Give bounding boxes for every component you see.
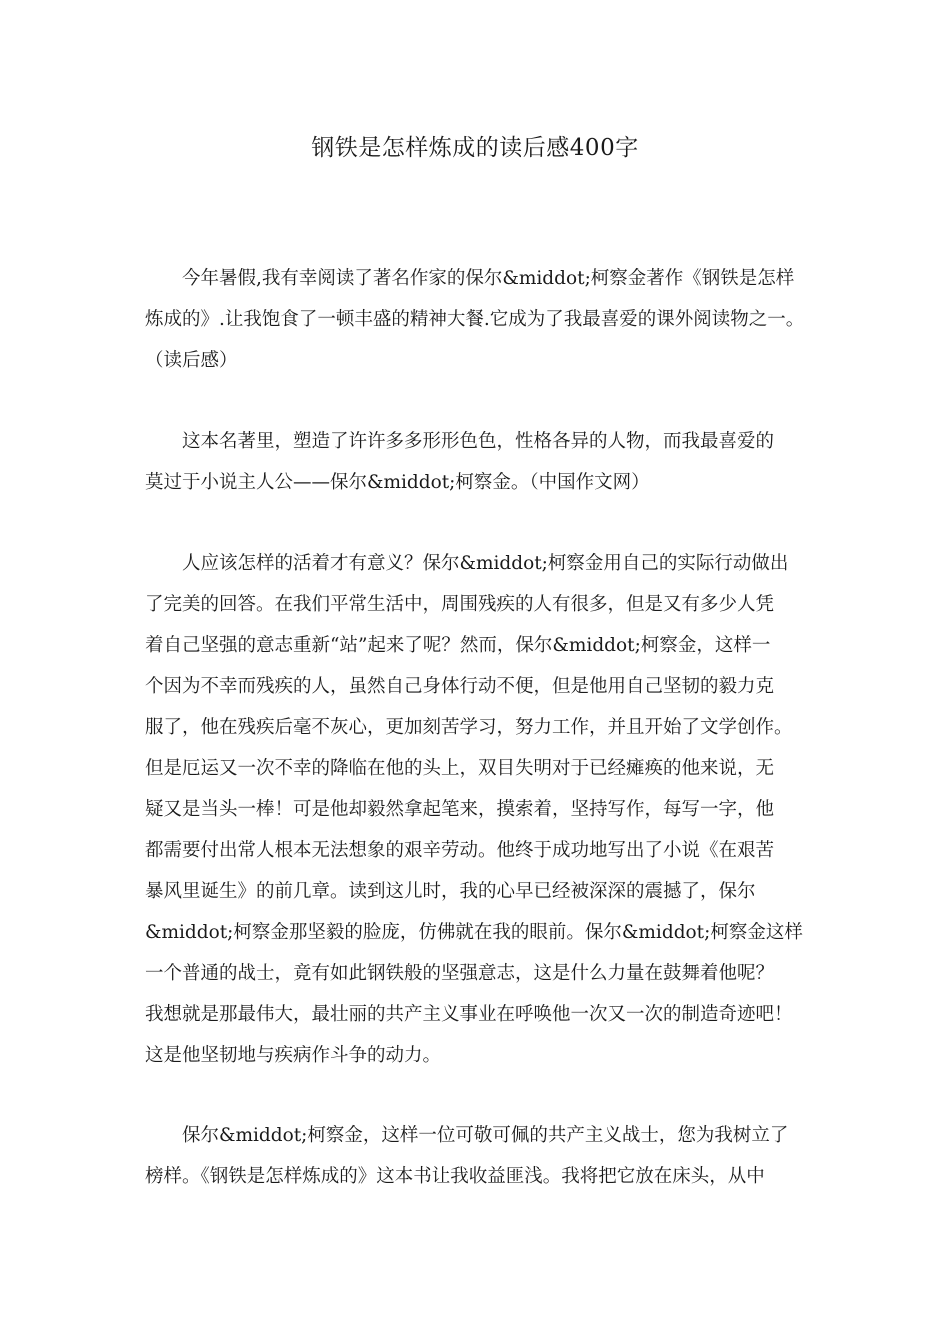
paragraph-line: 暴风里诞生》的前几章。读到这儿时，我的心早已经被深深的震撼了，保尔	[145, 881, 756, 902]
paragraph-3	[145, 543, 813, 1076]
paragraph-line: 个因为不幸而残疾的人，虽然自己身体行动不便，但是他用自己坚韧的毅力克	[145, 676, 775, 697]
paragraph-line: 保尔&middot;柯察金，这样一位可敬可佩的共产主义战士，您为我树立了	[182, 1125, 789, 1146]
paragraph-line: 莫过于小说主人公——保尔&middot;柯察金。（中国作文网）	[145, 472, 650, 493]
paragraph-line: 人应该怎样的活着才有意义？保尔&middot;柯察金用自己的实际行动做出	[182, 553, 789, 574]
paragraph-line: 但是厄运又一次不幸的降临在他的头上，双目失明对于已经瘫痪的他来说，无	[145, 758, 775, 779]
paragraph-line: 今年暑假,我有幸阅读了著名作家的保尔&middot;柯察金著作《钢铁是怎样	[182, 268, 795, 289]
paragraph-line: 服了，他在残疾后毫不灰心，更加刻苦学习，努力工作，并且开始了文学创作。	[145, 717, 793, 738]
paragraph-line: 我想就是那最伟大，最壮丽的共产主义事业在呼唤他一次又一次的制造奇迹吧！	[145, 1004, 793, 1025]
paragraph-2	[145, 421, 813, 503]
document-title: 钢铁是怎样炼成的读后感400字	[311, 135, 639, 161]
paragraph-line: 这是他坚韧地与疾病作斗争的动力。	[145, 1045, 442, 1066]
paragraph-line: 一个普通的战士，竟有如此钢铁般的坚强意志，这是什么力量在鼓舞着他呢？	[145, 963, 775, 984]
paragraph-line: 这本名著里，塑造了许许多多形形色色，性格各异的人物，而我最喜爱的	[182, 431, 775, 452]
paragraph-1	[145, 258, 813, 381]
paragraph-line: （读后感）	[145, 350, 238, 371]
paragraph-line: 疑又是当头一棒！可是他却毅然拿起笔来，摸索着，坚持写作，每写一字，他	[145, 799, 775, 820]
paragraph-line: 了完美的回答。在我们平常生活中，周围残疾的人有很多，但是又有多少人凭	[145, 594, 775, 615]
paragraph-line: 都需要付出常人根本无法想象的艰辛劳动。他终于成功地写出了小说《在艰苦	[145, 840, 775, 861]
paragraph-4	[145, 1115, 813, 1197]
paragraph-line: 炼成的》.让我饱食了一顿丰盛的精神大餐.它成为了我最喜爱的课外阅读物之一。	[145, 309, 805, 330]
paragraph-line: 榜样。《钢铁是怎样炼成的》这本书让我收益匪浅。我将把它放在床头，从中	[145, 1166, 765, 1187]
paragraph-line: 着自己坚强的意志重新“站”起来了呢？然而，保尔&middot;柯察金，这样一	[145, 635, 771, 656]
paragraph-line: &middot;柯察金那坚毅的脸庞，仿佛就在我的眼前。保尔&middot;柯察金这样	[145, 922, 803, 943]
